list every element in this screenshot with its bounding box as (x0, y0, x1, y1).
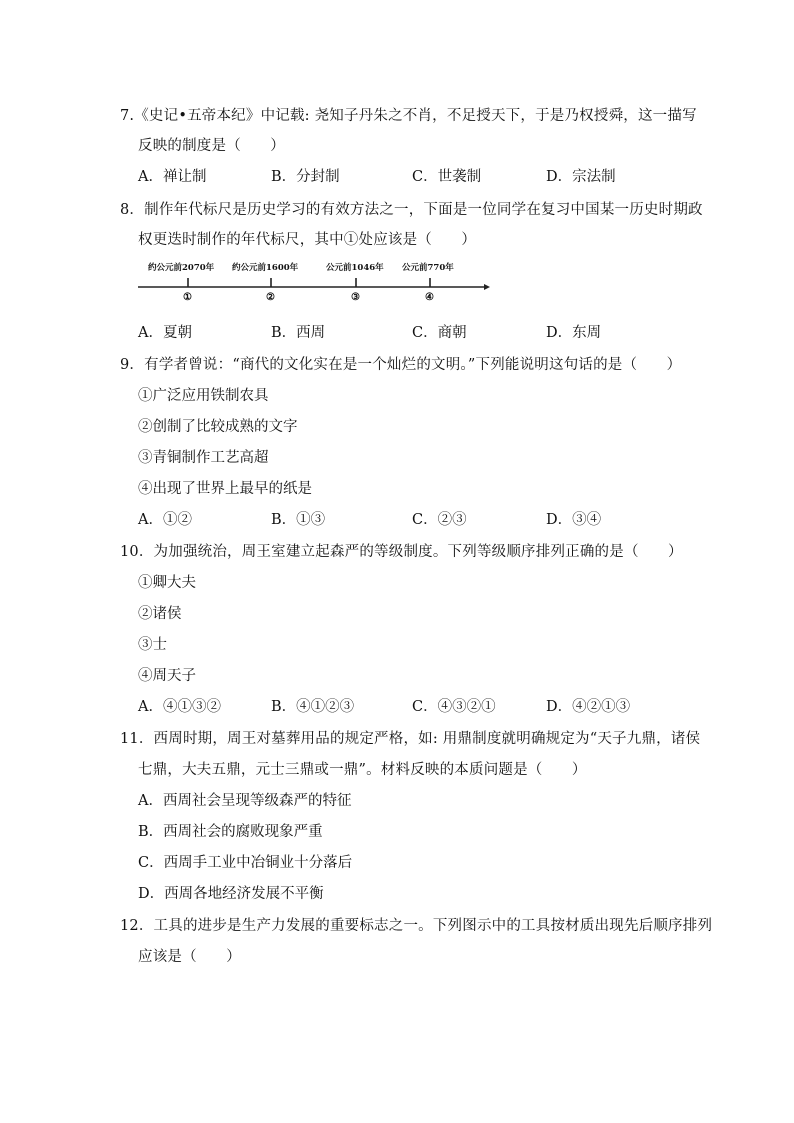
timeline-label-3: 公元前1046年 (326, 263, 384, 273)
timeline-label-1: 约公元前2070年 (148, 263, 215, 273)
q9-option-a: A．①② (138, 512, 192, 528)
timeline-label-2: 约公元前1600年 (232, 263, 299, 273)
q8-stem-line2: 权更迭时制作的年代标尺，其中①处应该是（ ） (138, 232, 477, 248)
q11-option-c: C．西周手工业中冶铜业十分落后 (138, 855, 353, 871)
q8-stem-line1: 8．制作年代标尺是历史学习的有效方法之一，下面是一位同学在复习中国某一历史时期政 (120, 202, 703, 218)
timeline-mark-1: ① (183, 292, 192, 303)
timeline-label-4: 公元前770年 (402, 263, 454, 273)
q9-item-2: ②创制了比较成熟的文字 (138, 419, 298, 435)
q11-option-d: D．西周各地经济发展不平衡 (138, 886, 324, 902)
q12-stem-line2: 应该是（ ） (138, 949, 241, 965)
q10-stem-line1: 10．为加强统治，周王室建立起森严的等级制度。下列等级顺序排列正确的是（ ） (120, 544, 683, 560)
q9-item-3: ③青铜制作工艺高超 (138, 450, 269, 466)
q9-item-4: ④出现了世界上最早的纸是 (138, 481, 312, 497)
q10-option-b: B．④①②③ (271, 699, 355, 715)
q8-option-a: A．夏朝 (138, 325, 192, 341)
q10-option-a: A．④①③② (138, 699, 221, 715)
q7-stem-line1: 7.《史记•五帝本纪》中记载: 尧知子丹朱之不肖，不足授天下，于是乃权授舜，这一描写 (120, 108, 697, 124)
q7-option-a: A．禅让制 (138, 169, 207, 185)
timeline-figure (138, 258, 490, 308)
q11-stem-line2: 七鼎，大夫五鼎，元士三鼎或一鼎”。材料反映的本质问题是（ ） (138, 762, 587, 778)
q9-stem-line1: 9．有学者曾说：“商代的文化实在是一个灿烂的文明。”下列能说明这句话的是（ ） (120, 357, 682, 373)
q10-option-c: C．④③②① (412, 699, 496, 715)
timeline-mark-2: ② (266, 292, 275, 303)
q7-option-d: D．宗法制 (546, 169, 616, 185)
q10-item-1: ①卿大夫 (138, 575, 196, 591)
timeline-mark-4: ④ (425, 292, 434, 303)
q11-stem-line1: 11．西周时期，周王对墓葬用品的规定严格，如: 用鼎制度就明确规定为“天子九鼎，诸侯 (120, 731, 701, 747)
q10-item-3: ③士 (138, 637, 167, 653)
q11-option-a: A．西周社会呈现等级森严的特征 (138, 793, 352, 809)
q8-option-d: D．东周 (546, 325, 602, 341)
q8-option-b: B．西周 (271, 325, 326, 341)
q12-stem-line1: 12．工具的进步是生产力发展的重要标志之一。下列图示中的工具按材质出现先后顺序排列 (120, 918, 713, 934)
q9-option-d: D．③④ (546, 512, 602, 528)
q7-option-b: B．分封制 (271, 169, 340, 185)
q7-option-c: C．世袭制 (412, 169, 482, 185)
q10-option-d: D．④②①③ (546, 699, 631, 715)
q9-option-b: B．①③ (271, 512, 326, 528)
q8-option-c: C．商朝 (412, 325, 467, 341)
q7-stem-line2: 反映的制度是（ ） (138, 138, 285, 154)
q10-item-4: ④周天子 (138, 668, 196, 684)
q9-item-1: ①广泛应用铁制农具 (138, 388, 269, 404)
q9-option-c: C．②③ (412, 512, 467, 528)
q11-option-b: B．西周社会的腐败现象严重 (138, 824, 323, 840)
q10-item-2: ②诸侯 (138, 606, 182, 622)
timeline-mark-3: ③ (351, 292, 360, 303)
